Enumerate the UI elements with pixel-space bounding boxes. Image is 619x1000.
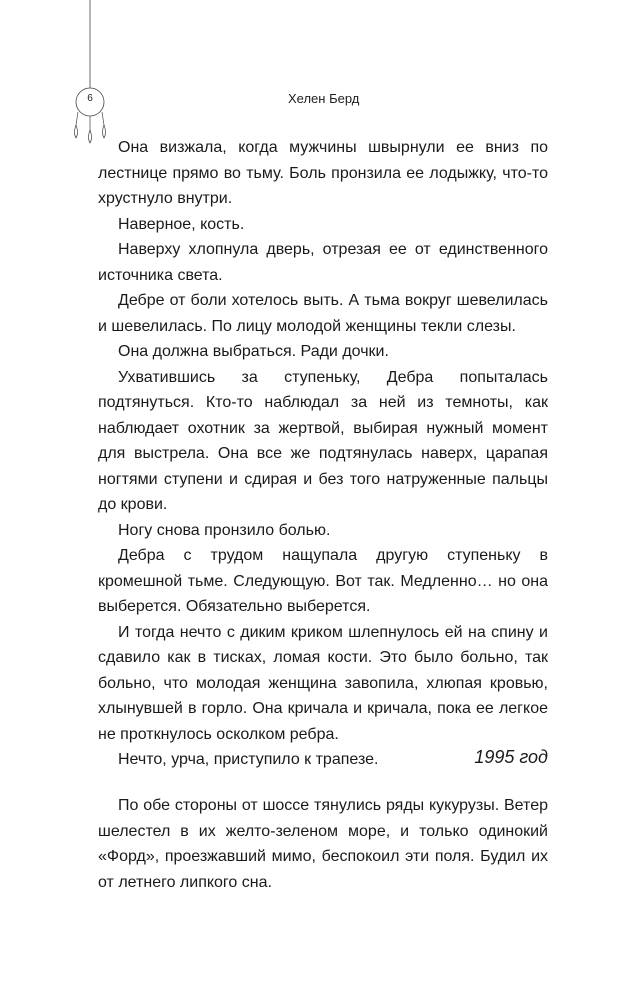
paragraph: Ногу снова пронзило болью. xyxy=(118,521,331,539)
chapter-text xyxy=(98,135,548,773)
paragraph: И тогда нечто с диким криком шлепнулось ей на спину и сдавило как в тисках, ломая кости. Это было больно, так больно, что молодая женщина завопила, хлюпая кровью, хлынувшей в горло. Она кричала и кричала, пока ее легкое не проткнулось осколком ребра. xyxy=(98,623,548,743)
paragraph: По обе стороны от шоссе тянулись ряды кукурузы. Ветер шелестел в их желто-зеленом море, и только одинокий «Форд», проезжавший мимо, беспокоил эти поля. Будил их от летнего липкого сна. xyxy=(98,797,548,891)
dreamcatcher-icon xyxy=(66,0,114,150)
section-text xyxy=(98,793,548,895)
paragraph: Наверху хлопнула дверь, отрезая ее от единственного источника света. xyxy=(98,241,548,284)
section-date-heading: 1995 год xyxy=(474,747,548,767)
paragraph: Ухватившись за ступеньку, Дебра попыталась подтянуться. Кто-то наблюдал за ней из темноты, как наблюдает охотник за жертвой, выбирая нужный момент для выстрела. Она все же подтянулась наверх, царапая ногтями ступени и сдирая и без того натруженные пальцы до крови. xyxy=(98,368,548,513)
paragraph: Она должна выбраться. Ради дочки. xyxy=(118,343,389,360)
paragraph: Наверное, кость. xyxy=(118,215,245,233)
paragraph: Она визжала, когда мужчины швырнули ее вниз по лестнице прямо во тьму. Боль пронзила ее лодыжку, что-то хрустнуло внутри. xyxy=(98,139,548,207)
paragraph: Дебре от боли хотелось выть. А тьма вокруг шевелилась и шевелилась. По лицу молодой женщины текли слезы. xyxy=(98,292,548,335)
running-head-author: Хелен Берд xyxy=(288,91,360,106)
page-number: 6 xyxy=(87,93,93,104)
paragraph: Дебра с трудом нащупала другую ступеньку в кромешной тьме. Следующую. Вот так. Медленно… но она выберется. Обязательно выберется. xyxy=(98,547,548,615)
paragraph: Нечто, урча, приступило к трапезе. xyxy=(118,751,379,768)
